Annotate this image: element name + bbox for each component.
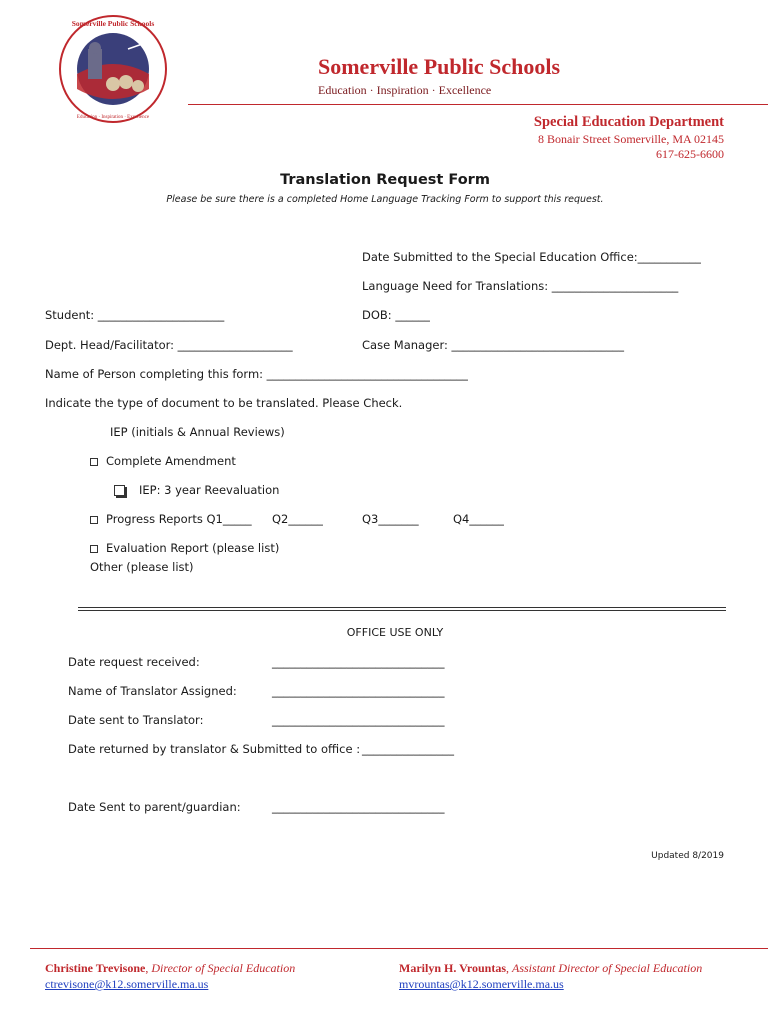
checkbox-icon[interactable] (90, 516, 98, 524)
footer-right-role: Assistant Director of Special Education (512, 961, 703, 975)
svg-text:Somerville Public Schools: Somerville Public Schools (71, 19, 155, 28)
school-logo (58, 14, 168, 124)
school-name: Somerville Public Schools (318, 54, 560, 79)
checkbox-icon[interactable] (90, 458, 98, 466)
date-parent-label: Date Sent to parent/guardian: (68, 800, 241, 814)
footer-right-email[interactable]: mvrountas@k12.somerville.ma.us (399, 977, 564, 991)
form-title: Translation Request Form (280, 172, 490, 188)
office-use-title: OFFICE USE ONLY (346, 626, 444, 639)
dob-field[interactable]: DOB: ______ (362, 308, 430, 322)
date-submitted-field[interactable]: Date Submitted to the Special Education Office:___________ (362, 250, 701, 264)
svg-text:Education · Inspiration · Exce: Education · Inspiration · Excellence (76, 115, 150, 120)
school-seal-icon (58, 14, 168, 124)
complete-amendment-label: Complete Amendment (106, 454, 236, 468)
date-returned-field[interactable]: ________________ (362, 742, 454, 756)
checkbox-icon[interactable] (90, 545, 98, 553)
date-received-field[interactable]: ______________________________ (272, 655, 445, 669)
school-tagline: Education · Inspiration · Excellence (318, 83, 492, 97)
language-need-field[interactable]: Language Need for Translations: ______________________ (362, 279, 679, 293)
footer-rule (30, 948, 768, 949)
header-rule (188, 104, 768, 105)
footer-left-email[interactable]: ctrevisone@k12.somerville.ma.us (45, 977, 209, 991)
date-parent-field[interactable]: ______________________________ (272, 800, 445, 814)
evaluation-report-label: Evaluation Report (please list) (106, 541, 280, 555)
date-sent-field[interactable]: ______________________________ (272, 713, 445, 727)
date-received-label: Date request received: (68, 655, 200, 669)
department-address: 8 Bonair Street Somerville, MA 02145 (538, 132, 724, 146)
footer-left-contact: Christine Trevisone, Director of Special Education (45, 961, 296, 975)
student-field[interactable]: Student: ______________________ (45, 308, 225, 322)
evaluation-report-option[interactable] (90, 541, 279, 555)
other-option[interactable]: Other (please list) (90, 560, 194, 574)
date-returned-label: Date returned by translator & Submitted to office : (68, 742, 361, 756)
dept-head-field[interactable]: Dept. Head/Facilitator: ____________________ (45, 338, 293, 352)
complete-amendment-option[interactable] (90, 454, 236, 468)
office-divider (78, 607, 726, 611)
iep-3year-option[interactable] (114, 483, 279, 497)
case-manager-field[interactable]: Case Manager: ______________________________ (362, 338, 625, 352)
form-note: Please be sure there is a completed Home Language Tracking Form to support this request. (166, 194, 604, 205)
date-sent-label: Date sent to Translator: (68, 713, 204, 727)
footer-left-role: Director of Special Education (151, 961, 296, 975)
footer-right-contact: Marilyn H. Vrountas, Assistant Director of Special Education (399, 961, 703, 975)
q4-field[interactable]: Q4______ (453, 512, 504, 526)
document-type-instruction: Indicate the type of document to be translated. Please Check. (45, 396, 403, 410)
footer-right-name: Marilyn H. Vrountas (399, 961, 507, 975)
person-completing-field[interactable]: Name of Person completing this form: ___________________________________ (45, 367, 468, 381)
department-phone: 617-625-6600 (656, 147, 724, 161)
footer-left-name: Christine Trevisone (45, 961, 146, 975)
translator-field[interactable]: ______________________________ (272, 684, 445, 698)
translator-label: Name of Translator Assigned: (68, 684, 237, 698)
department-name: Special Education Department (533, 114, 724, 130)
progress-reports-option[interactable] (90, 512, 252, 526)
q2-field[interactable]: Q2______ (272, 512, 323, 526)
q3-field[interactable]: Q3_______ (362, 512, 419, 526)
checkbox-icon[interactable] (114, 485, 125, 496)
iep-initials-option[interactable]: IEP (initials & Annual Reviews) (110, 425, 285, 439)
updated-date: Updated 8/2019 (651, 851, 724, 861)
iep-3year-label: IEP: 3 year Reevaluation (139, 483, 280, 497)
progress-reports-label: Progress Reports Q1_____ (106, 512, 252, 526)
